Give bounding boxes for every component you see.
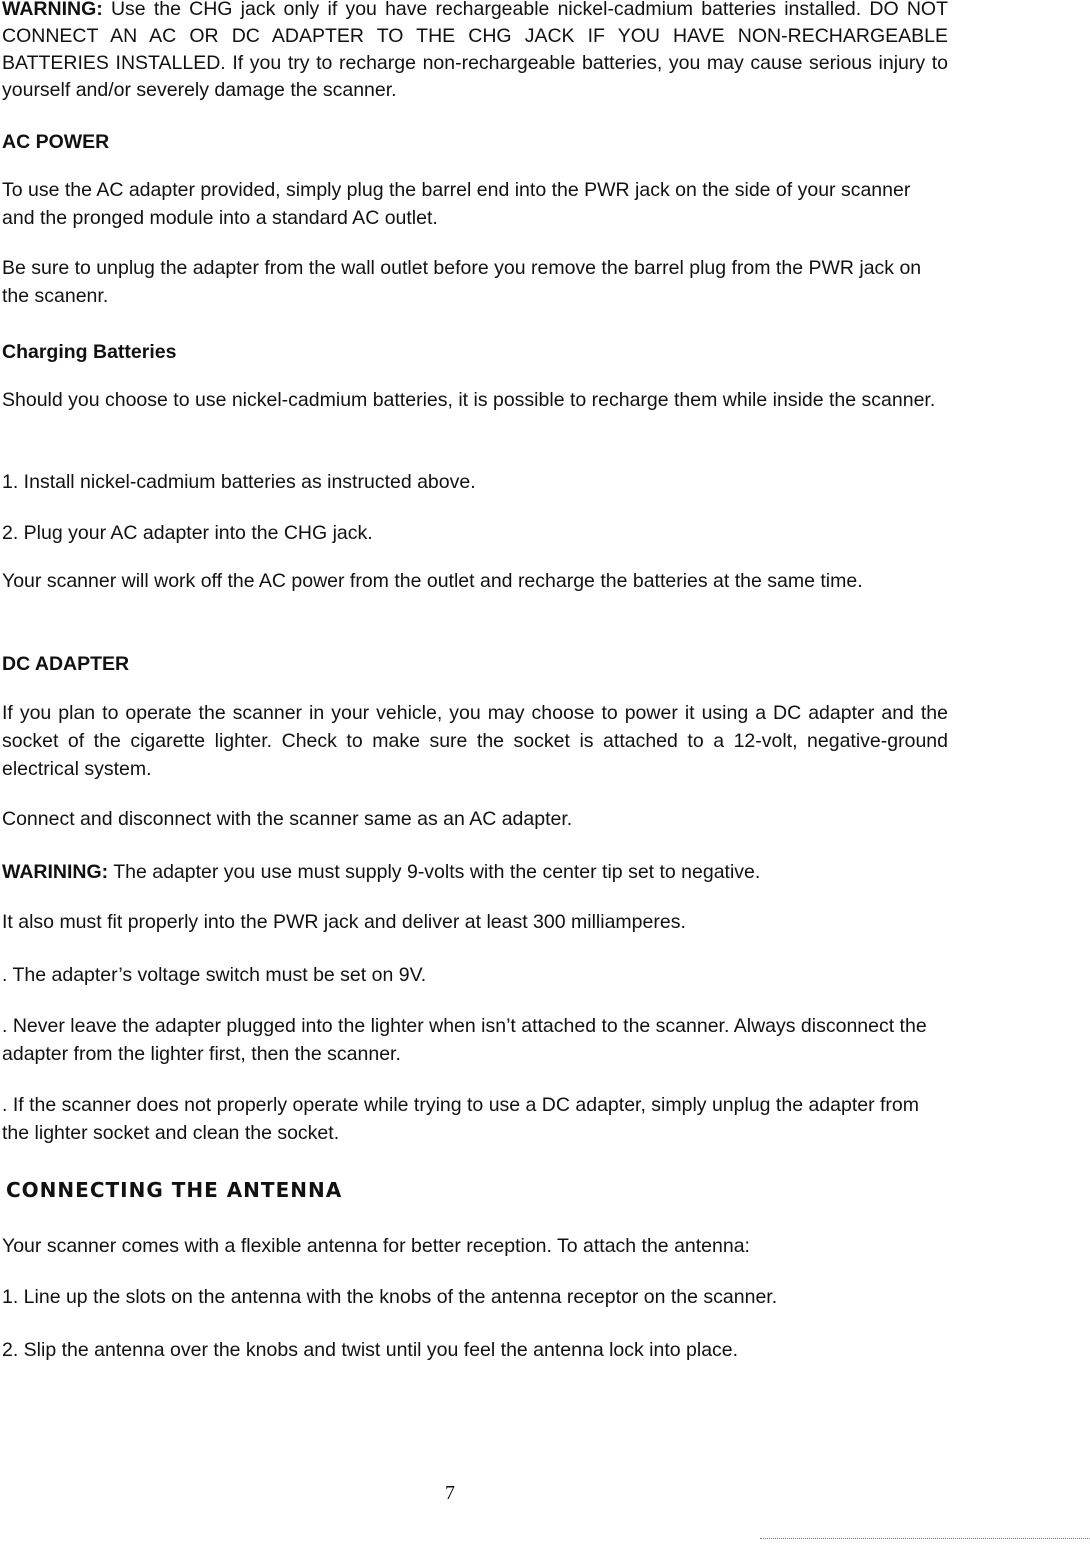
charging-batteries-heading: Charging Batteries — [2, 341, 177, 363]
page-number: 7 — [445, 1482, 455, 1504]
warning-text: Use the CHG jack only if you have rechargeable nickel-cadmium batteries installed. DO NOT CONNECT AN AC OR DC ADAPTER TO THE CHG JACK IF YOU HAVE NON-RECHARGEABLE BATTERIES INSTALLED. If you try to recharge non-rechargeable batteries, you may cause serious injury to yourself and/or severely damage the scanner. — [2, 0, 948, 101]
dc-adapter-paragraph-1: If you plan to operate the scanner in your vehicle, you may choose to power it using a DC adapter and the socket of the cigarette lighter. Check to make sure the socket is attached to a 12-volt, negative-ground electrical system. — [2, 702, 948, 780]
dc-adapter-bullet-2: . Never leave the adapter plugged into the lighter when isn’t attached to the scanner. Always disconnect the adapter from the lighter first, then the scanner. — [2, 1015, 927, 1065]
ac-power-paragraph-2: Be sure to unplug the adapter from the wall outlet before you remove the barrel plug from the PWR jack on the scanenr. — [2, 257, 922, 307]
dc-adapter-paragraph-2: Connect and disconnect with the scanner same as an AC adapter. — [2, 808, 573, 830]
ac-power-paragraph-1: To use the AC adapter provided, simply plug the barrel end into the PWR jack on the side of your scanner and the pronged module into a standard AC outlet. — [2, 179, 911, 229]
ac-power-heading: AC POWER — [2, 131, 110, 153]
dc-adapter-bullet-3: . If the scanner does not properly operate while trying to use a DC adapter, simply unplug the adapter from the lighter socket and clean the socket. — [2, 1094, 920, 1144]
charging-step-2: 2. Plug your AC adapter into the CHG jack. — [2, 522, 373, 544]
scan-artifact-line — [760, 1538, 1090, 1540]
connecting-antenna-heading: CONNECTING THE ANTENNA — [6, 1178, 343, 1202]
charging-step-1: 1. Install nickel-cadmium batteries as instructed above. — [2, 471, 476, 493]
dc-warning-label: WARINING: — [2, 861, 109, 883]
dc-adapter-bullet-1: . The adapter’s voltage switch must be set on 9V. — [2, 964, 427, 986]
dc-adapter-heading: DC ADAPTER — [2, 653, 130, 675]
charging-paragraph-2: Your scanner will work off the AC power from the outlet and recharge the batteries at the same time. — [2, 570, 863, 592]
charging-paragraph-1: Should you choose to use nickel-cadmium batteries, it is possible to recharge them while inside the scanner. — [2, 389, 936, 411]
dc-warning-text: The adapter you use must supply 9-volts with the center tip set to negative. — [108, 861, 761, 883]
antenna-step-2: 2. Slip the antenna over the knobs and twist until you feel the antenna lock into place. — [2, 1339, 739, 1361]
antenna-step-1: 1. Line up the slots on the antenna with the knobs of the antenna receptor on the scanner. — [2, 1286, 778, 1308]
warning-paragraph — [2, 0, 948, 104]
warning-label: WARNING: — [2, 0, 103, 20]
dc-adapter-paragraph-3: It also must fit properly into the PWR jack and deliver at least 300 milliamperes. — [2, 911, 686, 933]
dc-adapter-warning — [2, 858, 948, 886]
antenna-paragraph-1: Your scanner comes with a flexible antenna for better reception. To attach the antenna: — [2, 1235, 750, 1257]
